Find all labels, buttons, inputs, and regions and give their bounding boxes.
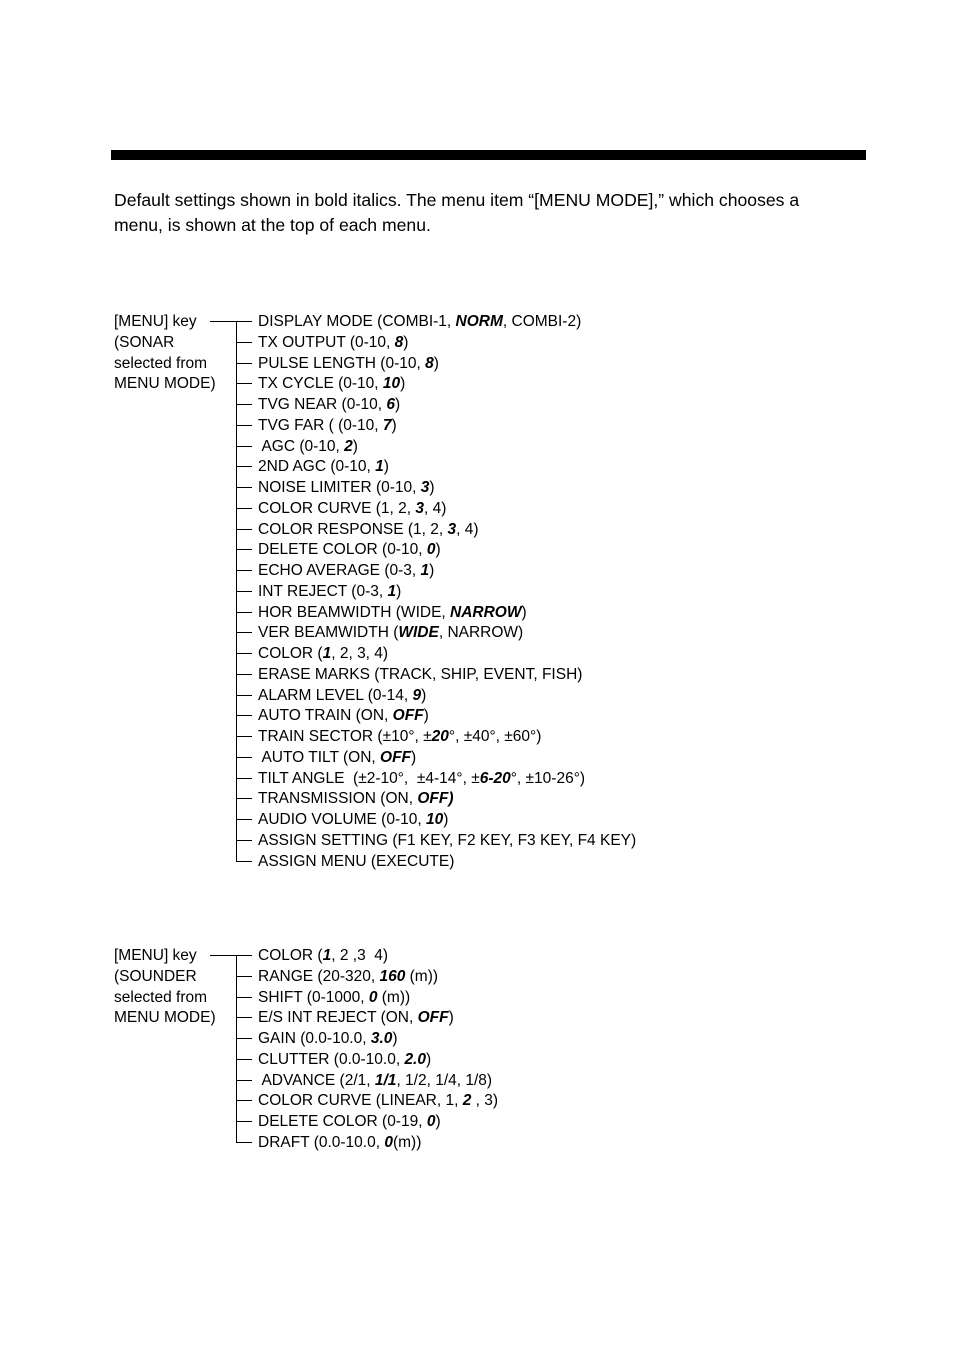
menu-item-text: ) [400, 375, 406, 393]
default-value: 3.0 [370, 1030, 393, 1047]
tree-branch [236, 446, 252, 447]
tree-branch [236, 466, 252, 467]
menu-item [258, 852, 454, 873]
tree-branch [236, 695, 252, 696]
menu-item-text: ECHO AVERAGE (0-3, [258, 562, 421, 579]
menu-key-label [114, 312, 216, 395]
default-value: OFF [392, 707, 424, 725]
menu-item-text: ) [448, 1009, 454, 1027]
menu-item-text: ) [521, 603, 527, 621]
tree-connector [210, 955, 236, 956]
default-value: OFF [380, 748, 412, 766]
menu-item [258, 499, 446, 520]
menu-item [258, 520, 479, 541]
menu-item-text: ASSIGN MENU (EXECUTE) [258, 852, 455, 870]
menu-item-text: TX OUTPUT (0-10, [258, 333, 395, 351]
menu-key-label-line: selected from [114, 354, 208, 372]
menu-item-text: VER BEAMWIDTH ( [258, 624, 399, 642]
menu-item [258, 748, 416, 769]
menu-item-text: ADVANCE (2/1, [258, 1071, 375, 1089]
default-value: 2 [462, 1092, 472, 1110]
tree-branch [236, 1142, 252, 1143]
default-value: 1 [420, 562, 430, 579]
menu-item [258, 967, 438, 988]
tree-branch [236, 425, 252, 426]
menu-item-text: , COMBI-2) [502, 313, 582, 330]
tree-branch [236, 508, 252, 509]
menu-item-text: COLOR RESPONSE (1, 2, [258, 520, 448, 538]
menu-item [258, 333, 408, 354]
menu-item [258, 1008, 454, 1029]
menu-item-text: ) [429, 479, 435, 496]
default-value: 8 [425, 354, 434, 372]
menu-item [258, 1112, 441, 1133]
menu-key-label-line: (SOUNDER [114, 967, 197, 985]
menu-item-text: ) [429, 562, 435, 579]
menu-item [258, 769, 585, 790]
menu-key-label-line: (SONAR [114, 333, 175, 351]
default-value: 3 [415, 499, 424, 517]
menu-item-text: E/S INT REJECT (ON, [258, 1009, 418, 1027]
menu-item [258, 810, 448, 831]
tree-branch [236, 819, 252, 820]
menu-item [258, 686, 426, 707]
menu-item [258, 1029, 398, 1050]
menu-item-text: COLOR ( [258, 645, 323, 662]
menu-item [258, 582, 401, 603]
menu-item [258, 789, 453, 810]
menu-item [258, 1133, 421, 1154]
header-rule [111, 150, 866, 160]
menu-item-text: , 2, 3, 4) [331, 645, 389, 662]
default-value: 1/1 [374, 1071, 397, 1089]
tree-branch [236, 549, 252, 550]
menu-item-text: ) [396, 582, 402, 600]
menu-key-label-line: [MENU] key [114, 947, 197, 964]
menu-item [258, 988, 410, 1009]
menu-item-text: TX CYCLE (0-10, [258, 375, 383, 393]
menu-item-text: TVG FAR ( (0-10, [258, 416, 383, 434]
tree-branch [236, 321, 252, 322]
menu-item-text: ERASE MARKS (TRACK, SHIP, EVENT, FISH) [258, 665, 583, 683]
menu-item-text: (m)) [392, 1133, 422, 1151]
menu-item [258, 312, 581, 333]
menu-item [258, 395, 400, 416]
default-value: WIDE [398, 624, 439, 642]
tree-branch [236, 1121, 252, 1122]
tree-branch [236, 715, 252, 716]
menu-item [258, 946, 388, 967]
menu-item-text: TRAIN SECTOR (±10°, ± [258, 728, 432, 745]
menu-item-text: CLUTTER (0.0-10.0, [258, 1050, 405, 1068]
menu-item [258, 374, 405, 395]
tree-branch [236, 487, 252, 488]
menu-item-text: COLOR CURVE (LINEAR, 1, [258, 1092, 463, 1110]
default-value: 0 [384, 1133, 393, 1151]
default-value: 20 [431, 728, 449, 745]
intro-paragraph [114, 188, 844, 238]
default-value: 7 [382, 416, 392, 434]
menu-item-text: ) [403, 333, 409, 351]
tree-trunk [236, 955, 237, 1143]
default-value: 6 [386, 396, 395, 413]
tree-branch [236, 997, 252, 998]
tree-branch [236, 757, 252, 758]
menu-item-text: AUTO TILT (ON, [258, 748, 381, 766]
menu-item-text: COLOR ( [258, 947, 323, 964]
menu-item [258, 706, 429, 727]
tree-branch [236, 1080, 252, 1081]
menu-item-text: ) [435, 1113, 441, 1130]
default-value: 1 [322, 947, 332, 964]
menu-item [258, 831, 636, 852]
tree-branch [236, 674, 252, 675]
menu-item-text: °, ±40°, ±60°) [448, 728, 542, 745]
default-value: 160 [379, 967, 406, 985]
default-value: 0 [426, 1113, 436, 1130]
menu-item [258, 354, 439, 375]
menu-item [258, 416, 397, 437]
menu-item-text: ) [383, 458, 389, 476]
tree-branch [236, 1100, 252, 1101]
menu-item-text: RANGE (20-320, [258, 967, 380, 985]
default-value: 10 [382, 375, 401, 393]
menu-item-text: ) [421, 686, 427, 704]
menu-item-text: ) [411, 748, 417, 766]
menu-item-text: 2ND AGC (0-10, [258, 458, 376, 476]
menu-key-label-line: MENU MODE) [114, 375, 216, 393]
tree-branch [236, 383, 252, 384]
menu-item-text: DRAFT (0.0-10.0, [258, 1133, 385, 1151]
menu-key-label-line: [MENU] key [114, 313, 197, 330]
tree-branch [236, 861, 252, 862]
menu-item [258, 457, 389, 478]
menu-item-text: ) [435, 541, 441, 559]
default-value: 1 [375, 458, 384, 476]
menu-item-text: DELETE COLOR (0-10, [258, 541, 427, 559]
default-value: NORM [455, 313, 503, 330]
intro-line-1: Default settings shown in bold italics. The menu item “[MENU MODE],” which chooses a [114, 190, 800, 210]
tree-branch [236, 1038, 252, 1039]
tree-branch [236, 570, 252, 571]
menu-key-label [114, 946, 216, 1029]
menu-item [258, 1071, 492, 1092]
menu-item-text: (m)) [377, 988, 411, 1006]
menu-item-text: INT REJECT (0-3, [258, 582, 388, 600]
tree-branch [236, 591, 252, 592]
default-value: 0 [368, 988, 378, 1006]
tree-branch [236, 529, 252, 530]
menu-item-text: , 1/2, 1/4, 1/8) [396, 1071, 493, 1089]
menu-item-text: , 4) [456, 520, 479, 538]
menu-item [258, 665, 582, 686]
default-value: 9 [412, 686, 422, 704]
menu-item [258, 437, 358, 458]
menu-item-text: ALARM LEVEL (0-14, [258, 686, 413, 704]
tree-branch [236, 653, 252, 654]
default-value: 3 [420, 479, 430, 496]
default-value: 6-20 [479, 769, 511, 787]
default-value: OFF) [417, 790, 454, 808]
menu-item [258, 1050, 431, 1071]
menu-item [258, 644, 388, 665]
menu-item-text: NOISE LIMITER (0-10, [258, 479, 421, 496]
menu-item-text: AUDIO VOLUME (0-10, [258, 811, 426, 828]
menu-item-text: HOR BEAMWIDTH (WIDE, [258, 603, 451, 621]
menu-key-label-line: MENU MODE) [114, 1009, 216, 1027]
menu-item [258, 603, 527, 624]
default-value: 0 [426, 541, 436, 559]
default-value: 3 [447, 520, 457, 538]
menu-item-text: ) [443, 811, 449, 828]
menu-item [258, 561, 434, 582]
menu-item-text: DELETE COLOR (0-19, [258, 1113, 427, 1130]
intro-line-2: menu, is shown at the top of each menu. [114, 215, 431, 235]
menu-item-text: AUTO TRAIN (ON, [258, 707, 393, 725]
menu-item [258, 540, 441, 561]
menu-item-text: COLOR CURVE (1, 2, [258, 499, 416, 517]
menu-item-text: ) [423, 707, 429, 725]
default-value: 2.0 [404, 1050, 426, 1068]
menu-item-text: , 2 ,3 4) [331, 947, 389, 964]
tree-branch [236, 736, 252, 737]
menu-item-text: ) [433, 354, 439, 372]
default-value: 1 [322, 645, 332, 662]
menu-item-text: , 3) [471, 1092, 499, 1110]
menu-item [258, 478, 435, 499]
menu-item [258, 1091, 498, 1112]
tree-branch [236, 840, 252, 841]
menu-item-text: ) [392, 1030, 398, 1047]
menu-item-text: TVG NEAR (0-10, [258, 396, 387, 413]
tree-branch [236, 363, 252, 364]
menu-key-label-line: selected from [114, 988, 208, 1006]
default-value: OFF [417, 1009, 449, 1027]
menu-item-text: PULSE LENGTH (0-10, [258, 354, 426, 372]
default-value: 2 [344, 437, 353, 455]
tree-branch [236, 342, 252, 343]
menu-item-text: TRANSMISSION (ON, [258, 790, 418, 808]
tree-connector [210, 321, 236, 322]
menu-item-text: DISPLAY MODE (COMBI-1, [258, 313, 456, 330]
default-value: 1 [387, 582, 397, 600]
menu-item-text: GAIN (0.0-10.0, [258, 1030, 371, 1047]
default-value: NARROW [450, 603, 522, 621]
tree-branch [236, 976, 252, 977]
menu-item-text: °, ±10-26°) [510, 769, 586, 787]
menu-item-text: ASSIGN SETTING (F1 KEY, F2 KEY, F3 KEY, F4 KEY) [258, 831, 637, 849]
tree-branch [236, 778, 252, 779]
tree-branch [236, 955, 252, 956]
tree-branch [236, 404, 252, 405]
menu-item-text: ) [391, 416, 397, 434]
default-value: 10 [425, 811, 444, 828]
tree-branch [236, 612, 252, 613]
menu-item-text: , 4) [423, 499, 447, 517]
menu-item-text: AGC (0-10, [258, 437, 345, 455]
tree-branch [236, 1059, 252, 1060]
menu-item-text: SHIFT (0-1000, [258, 988, 369, 1006]
default-value: 8 [394, 333, 404, 351]
menu-item [258, 623, 523, 644]
tree-branch [236, 632, 252, 633]
tree-branch [236, 798, 252, 799]
menu-item-text: ) [352, 437, 358, 455]
menu-item-text: TILT ANGLE (±2-10°, ±4-14°, ± [258, 769, 480, 787]
menu-item-text: ) [394, 396, 401, 413]
menu-item-text: (m)) [405, 967, 439, 985]
menu-item-text: , NARROW) [438, 624, 524, 642]
tree-branch [236, 1017, 252, 1018]
menu-item [258, 727, 541, 748]
menu-item-text: ) [426, 1050, 432, 1068]
